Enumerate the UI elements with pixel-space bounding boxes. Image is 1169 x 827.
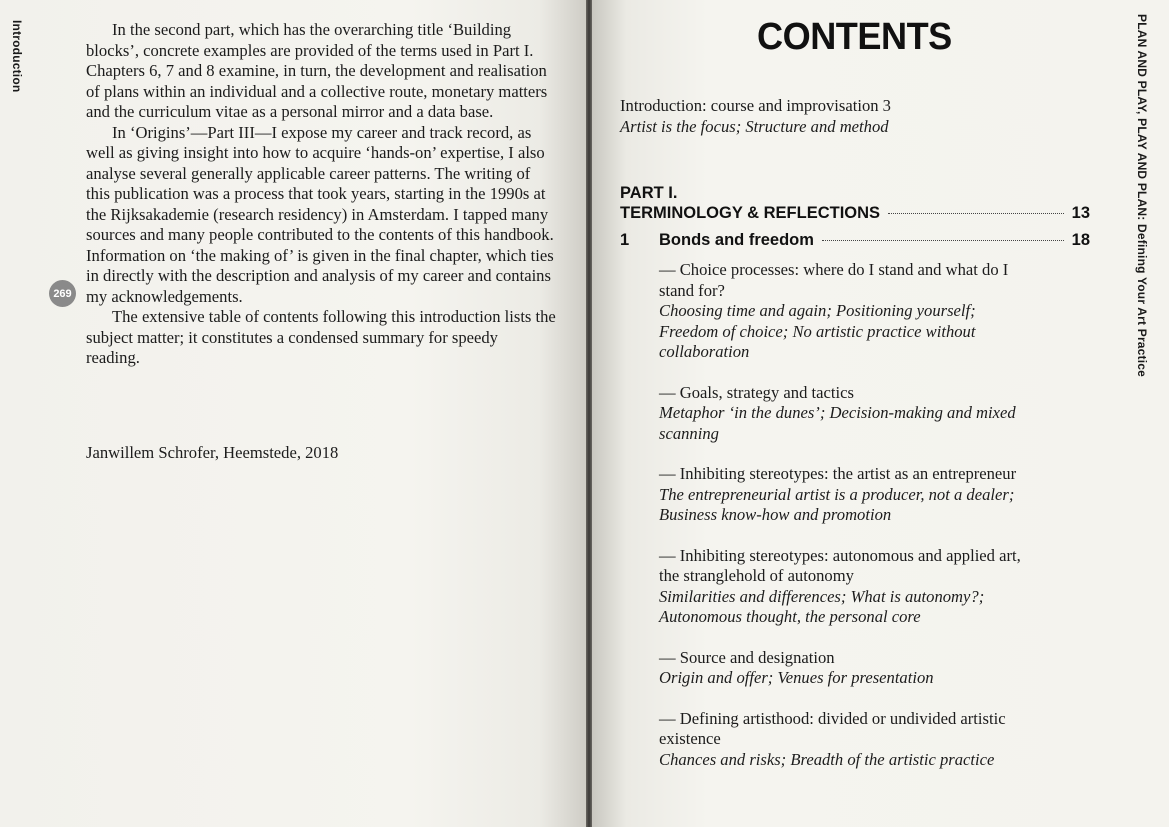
running-head-right: PLAN AND PLAY, PLAY AND PLAN: Defining Your Art Practice xyxy=(1135,14,1149,378)
toc-entry-title: — Inhibiting stereotypes: autonomous and applied art, the stranglehold of autonomy xyxy=(659,545,1021,585)
toc-entry-sub: Metaphor ‘in the dunes’; Decision-making and mixed scanning xyxy=(659,403,1016,443)
part-heading xyxy=(620,183,1090,223)
toc-entry xyxy=(659,260,1039,363)
toc-entry-sub: The entrepreneurial artist is a producer, not a dealer; Business know-how and promotion xyxy=(659,484,1015,524)
part-page-number: 13 xyxy=(1071,204,1090,222)
page-number-badge: 269 xyxy=(49,280,76,307)
toc-entry-title: — Inhibiting stereotypes: the artist as an entrepreneur xyxy=(659,464,1017,483)
toc-entry-title: — Source and designation xyxy=(659,647,835,667)
chapter-heading xyxy=(620,231,1090,250)
toc-entries-list xyxy=(659,260,1039,790)
chapter-title: Bonds and freedom xyxy=(659,231,814,249)
dot-leader xyxy=(888,213,1064,214)
toc-entry-sub: Similarities and differences; What is autonomy?; Autonomous thought, the personal core xyxy=(659,586,985,626)
running-head-left: Introduction xyxy=(10,20,24,93)
author-signature: Janwillem Schrofer, Heemstede, 2018 xyxy=(86,443,339,462)
toc-introduction-entry xyxy=(620,96,1050,137)
toc-entry-title: — Choice processes: where do I stand and what do I stand for? xyxy=(659,260,1009,300)
toc-entry-title: — Goals, strategy and tactics xyxy=(659,382,854,402)
contents-title: CONTENTS xyxy=(757,16,952,58)
toc-entry-sub: Choosing time and again; Positioning yourself; Freedom of choice; No artistic practice without collaboration xyxy=(659,301,976,361)
chapter-number: 1 xyxy=(620,231,630,249)
paragraph: The extensive table of contents following this introduction lists the subject matter; it constitutes a condensed summary for speedy reading. xyxy=(86,307,556,367)
introduction-body xyxy=(86,20,556,369)
paragraph: In the second part, which has the overarching title ‘Building blocks’, concrete examples are provided of the terms used in Part I. Chapters 6, 7 and 8 examine, in turn, the development and realisation of plans within an individual and a collective route, monetary matters and the curriculum vitae as a personal mirror and a data base. xyxy=(86,20,548,121)
toc-entry xyxy=(659,648,1039,689)
toc-entry-title: — Defining artisthood: divided or undivided artistic existence xyxy=(659,708,1006,748)
toc-introduction-sub: Artist is the focus; Structure and method xyxy=(620,116,889,136)
toc-entry-sub: Origin and offer; Venues for presentation xyxy=(659,668,934,687)
toc-entry xyxy=(659,546,1039,628)
paragraph: In ‘Origins’—Part III—I expose my career and track record, as well as giving insight into how to acquire ‘hands-on’ expertise, I also analyse several generally applicable career patterns. The writing of this publication was a process that took years, starting in the 1990s at the Rijksakademie (research residency) in Amsterdam. I tapped many sources and many people contributed to the contents of this handbook. Information on ‘the making of’ is given in the final chapter, which ties in directly with the description and analysis of my career and contains my acknowledgements. xyxy=(86,122,554,306)
toc-entry xyxy=(659,464,1039,526)
toc-entry xyxy=(659,383,1039,445)
toc-entry-sub: Chances and risks; Breadth of the artistic practice xyxy=(659,749,995,769)
chapter-page-number: 18 xyxy=(1071,231,1090,249)
toc-entry xyxy=(659,709,1039,771)
part-label: PART I. xyxy=(620,184,678,202)
part-title: TERMINOLOGY & REFLECTIONS xyxy=(620,204,881,222)
toc-introduction-line: Introduction: course and improvisation 3 xyxy=(620,96,891,115)
dot-leader xyxy=(822,240,1064,241)
